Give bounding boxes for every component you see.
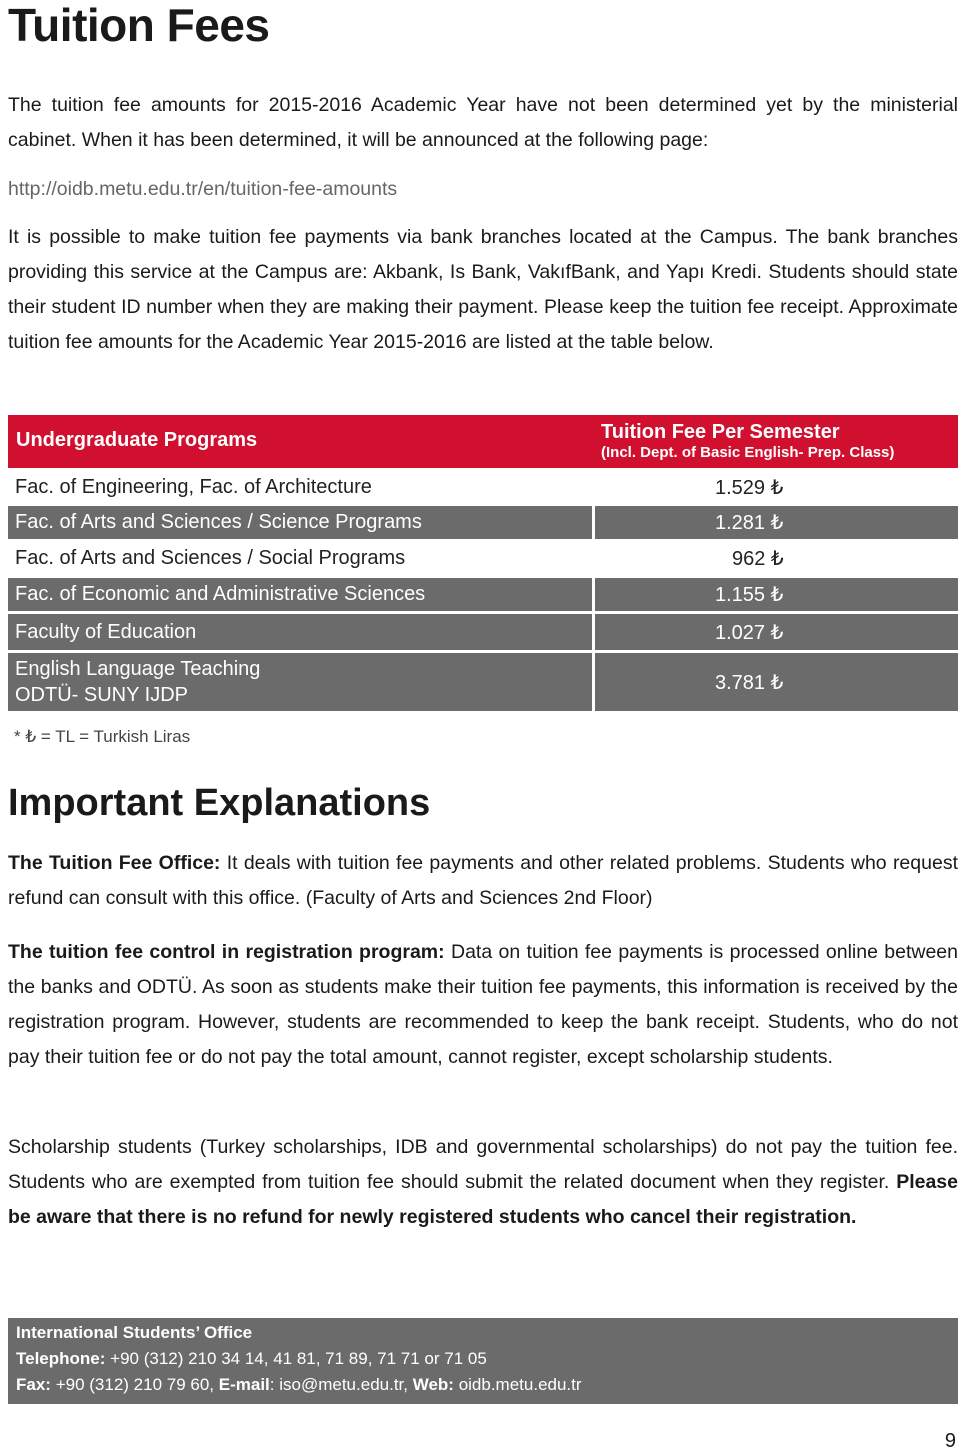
- table-header: [8, 415, 958, 468]
- fax-label: Fax:: [16, 1375, 51, 1394]
- scholarship-text: Scholarship students (Turkey scholarships, IDB and governmental scholarships) do not pay the tuition fee. Students who are exempted from tuition fee should submit the related document when they register.: [8, 1136, 958, 1193]
- contact-box: [8, 1318, 958, 1404]
- fax-value: +90 (312) 210 79 60,: [50, 1375, 219, 1394]
- table-row: [8, 542, 958, 575]
- fee-control-paragraph: [8, 935, 958, 1075]
- header-fee: [601, 421, 894, 463]
- table-row: [8, 471, 958, 503]
- header-programs: Undergraduate Programs: [16, 429, 258, 451]
- program-fee: 1.281 ₺: [595, 506, 958, 539]
- table-row: [8, 653, 958, 711]
- table-row: [8, 578, 958, 611]
- program-name: Fac. of Economic and Administrative Sciences: [8, 578, 592, 611]
- header-fee-subtitle: (Incl. Dept. of Basic English- Prep. Class): [601, 444, 895, 461]
- header-fee-title: Tuition Fee Per Semester: [601, 421, 840, 443]
- fee-control-label: The tuition fee control in registration program:: [8, 941, 445, 963]
- program-fee: 1.155 ₺: [595, 578, 958, 611]
- page-number: 9: [944, 1430, 956, 1452]
- scholarship-paragraph: [8, 1130, 958, 1235]
- telephone-value: +90 (312) 210 34 14, 41 81, 71 89, 71 71 or 71 05: [105, 1349, 487, 1368]
- web-value[interactable]: oidb.metu.edu.tr: [453, 1375, 582, 1394]
- program-name: Fac. of Arts and Sciences / Social Programs: [8, 542, 592, 575]
- table-row: [8, 614, 958, 650]
- tuition-fee-table: [8, 415, 958, 711]
- program-fee: 1.027 ₺: [595, 614, 958, 650]
- program-name: Fac. of Arts and Sciences / Science Programs: [8, 506, 592, 539]
- web-label: Web:: [412, 1375, 454, 1394]
- fee-control-text: Data on tuition fee payments is processed online between the banks and ODTÜ. As soon as students make their tuition fee payments, this information is received by the registration program. However, students are recommended to keep the bank receipt. Students, who do not pay their tuition fee or do not pay the total amount, cannot register, except scholarship students.: [8, 941, 958, 1068]
- office-name: International Students’ Office: [16, 1323, 253, 1342]
- program-fee: 1.529 ₺: [595, 471, 958, 503]
- email-label: E-mail: [218, 1375, 270, 1394]
- program-fee: 962 ₺: [595, 542, 958, 575]
- program-name: [8, 653, 592, 711]
- tuition-fee-url[interactable]: http://oidb.metu.edu.tr/en/tuition-fee-amounts: [8, 178, 398, 200]
- tuition-office-paragraph: [8, 846, 958, 916]
- section-heading: Important Explanations: [8, 782, 431, 824]
- no-refund-warning: Please be aware that there is no refund for newly registered students who cancel their registration.: [8, 1171, 958, 1228]
- intro-paragraph: The tuition fee amounts for 2015-2016 Academic Year have not been determined yet by the ministerial cabinet. When it has been determined, it will be announced at the following page:: [8, 94, 958, 151]
- payment-paragraph: It is possible to make tuition fee payments via bank branches located at the Campus. The bank branches providing this service at the Campus are: Akbank, Is Bank, VakıfBank, and Yapı Kredi. Students should state their student ID number when they are making their payment. Please keep the tuition fee receipt. Approximate tuition fee amounts for the Academic Year 2015-2016 are listed at the table below.: [8, 226, 958, 353]
- page-title: Tuition Fees: [8, 0, 270, 51]
- currency-note: * ₺ = TL = Turkish Liras: [14, 727, 191, 746]
- program-fee: 3.781 ₺: [595, 653, 958, 711]
- telephone-label: Telephone:: [16, 1349, 106, 1368]
- table-row: [8, 506, 958, 539]
- tuition-office-label: The Tuition Fee Office:: [8, 852, 221, 874]
- program-name: Fac. of Engineering, Fac. of Architecture: [8, 471, 592, 503]
- program-name: Faculty of Education: [8, 614, 592, 650]
- program-name-line2: ODTÜ- SUNY IJDP: [15, 684, 188, 706]
- tuition-office-text: It deals with tuition fee payments and other related problems. Students who request refund can consult with this office. (Faculty of Arts and Sciences 2nd Floor): [8, 852, 958, 909]
- program-name-line1: English Language Teaching: [15, 658, 261, 680]
- email-value[interactable]: : iso@metu.edu.tr,: [269, 1375, 413, 1394]
